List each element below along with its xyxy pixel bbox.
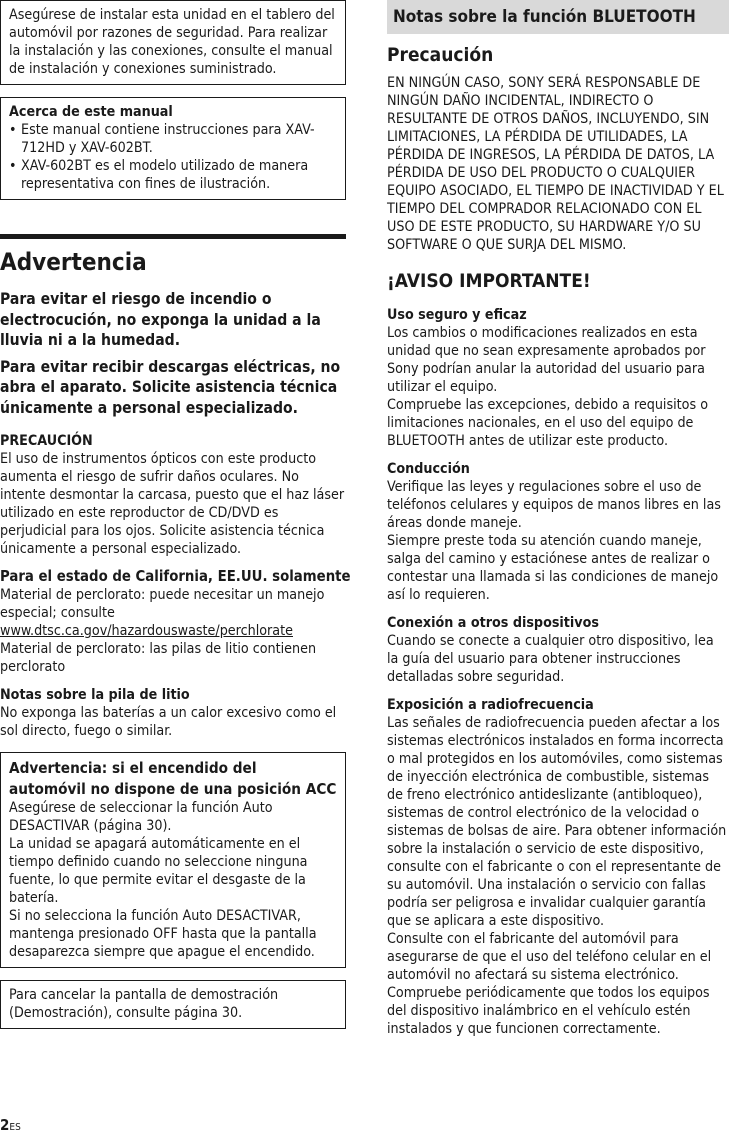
- caution-title: PRECAUCIÓN: [0, 433, 93, 449]
- caution-text: El uso de instrumentos ópticos con este producto aumenta el riesgo de sufrir daños oculares. No intente desmontar la carcasa, puesto que el haz láser utilizado en este reproductor de CD/DVD es perjudicial para los ojos. Solicite asistencia técnica únicamente a personal especializado.: [0, 451, 345, 557]
- bullet-icon: •: [9, 158, 17, 174]
- list-item: • XAV-602BT es el modelo utilizado de manera representativa con fines de ilustración.: [9, 158, 309, 192]
- about-manual-title: Acerca de este manual: [9, 104, 173, 120]
- acc-warning-title: Advertencia: si el encendido del automóvil no dispone de una posición ACC: [9, 759, 337, 798]
- driving-p1: Verifique las leyes y regulaciones sobre el uso de teléfonos celulares y equipos de manos libres en las áreas donde maneje.: [387, 479, 721, 531]
- safe-use-p1: Los cambios o modificaciones realizados en esta unidad que no sean expresamente aprobados por Sony podrían anular la autoridad del usuario para utilizar el equipo.: [387, 325, 706, 395]
- perchlorate-link[interactable]: www.dtsc.ca.gov/hazardouswaste/perchlorate: [0, 623, 293, 639]
- bluetooth-section-header: Notas sobre la función BLUETOOTH: [387, 0, 729, 34]
- acc-warning-p1: Asegúrese de seleccionar la función Auto DESACTIVAR (página 30).: [9, 800, 273, 834]
- acc-warning-box: [0, 752, 346, 968]
- page-number: 2ES: [0, 1116, 21, 1134]
- precaution-text: EN NINGÚN CASO, SONY SERÁ RESPONSABLE DE NINGÚN DAÑO INCIDENTAL, INDIRECTO O RESULTANTE DE OTROS DAÑOS, INCLUYENDO, SIN LIMITACIONES, LA PÉRDIDA DE UTILIDADES, LA PÉRDIDA DE INGRESOS, LA PÉRDIDA DE DATOS, LA PÉRDIDA DE USO DEL PRODUCTO O CUALQUIER EQUIPO ASOCIADO, EL TIEMPO DE INACTIVIDAD Y EL TIEMPO DEL COMPRADOR RELACIONADO CON EL USO DE ESTE PRODUCTO, SU HARDWARE Y/O SU SOFTWARE O QUE SURJA DEL MISMO.: [387, 75, 724, 253]
- driving-p2: Siempre preste toda su atención cuando maneje, salga del camino y estaciónese antes de realizar o contestar una llamada si las condiciones de manejo así lo requieren.: [387, 533, 719, 603]
- left-column: [0, 0, 351, 1029]
- page-lang: ES: [9, 1122, 21, 1133]
- california-text: Material de perclorato: puede necesitar un manejo especial; consulte: [0, 587, 325, 621]
- california-text-2: Material de perclorato: las pilas de litio contienen perclorato: [0, 641, 317, 675]
- install-note-text: Asegúrese de instalar esta unidad en el tablero del automóvil por razones de seguridad. Para realizar la instalación y las conexiones, consulte el manual de instalación y conexiones suministrado.: [9, 7, 335, 77]
- safe-use-p2: Compruebe las excepciones, debido a requisitos o limitaciones nacionales, en el uso del equipo de BLUETOOTH antes de utilizar este producto.: [387, 397, 708, 449]
- important-title: ¡AVISO IMPORTANTE!: [387, 270, 591, 292]
- demo-note-text: Para cancelar la pantalla de demostración (Demostración), consulte página 30.: [9, 987, 279, 1021]
- about-manual-box: [0, 97, 346, 200]
- acc-warning-p3: Si no selecciona la función Auto DESACTIVAR, mantenga presionado OFF hasta que la pantalla desaparezca siempre que apague el encendido.: [9, 908, 317, 960]
- acc-warning-p2: La unidad se apagará automáticamente en el tiempo definido cuando no seleccione ninguna fuente, lo que permite evitar el desgaste de la batería.: [9, 836, 308, 906]
- connect-title: Conexión a otros dispositivos: [387, 615, 599, 631]
- driving-title: Conducción: [387, 461, 470, 477]
- demo-note-box: [0, 980, 346, 1029]
- california-title: Para el estado de California, EE.UU. solamente: [0, 568, 351, 585]
- section-divider: [0, 234, 346, 239]
- list-item: • Este manual contiene instrucciones para XAV-712HD y XAV-602BT.: [9, 122, 315, 156]
- connect-text: Cuando se conecte a cualquier otro dispositivo, lea la guía del usuario para obtener instrucciones detalladas sobre seguridad.: [387, 633, 714, 685]
- shock-warning: Para evitar recibir descargas eléctricas, no abra el aparato. Solicite asistencia técnica únicamente a personal especializado.: [0, 357, 341, 417]
- install-note-box: [0, 0, 346, 85]
- battery-title: Notas sobre la pila de litio: [0, 687, 190, 703]
- rf-p1: Las señales de radiofrecuencia pueden afectar a los sistemas electrónicos instalados en forma incorrecta o mal protegidos en los automóviles, como sistemas de inyección electrónica de combustible, sistemas de freno electrónico antideslizante (antibloqueo), sistemas de control electrónico de la velocidad o sistemas de bolsas de aire. Para obtener información sobre la instalación o servicio de este dispositivo, consulte con el fabricante o con el representante de su automóvil. Una instalación o servicio con fallas podría ser peligrosa e invalidar cualquier garantía que se aplicara a este dispositivo.: [387, 715, 727, 929]
- rf-p2: Consulte con el fabricante del automóvil para asegurarse de que el uso del teléfono celular en el automóvil no afectará su sistema electrónico.: [387, 931, 712, 983]
- precaution-title: Precaución: [387, 44, 494, 66]
- page-title: Advertencia: [0, 248, 147, 276]
- safe-use-title: Uso seguro y eficaz: [387, 307, 527, 323]
- bullet-icon: •: [9, 122, 17, 138]
- fire-warning: Para evitar el riesgo de incendio o electrocución, no exponga la unidad a la lluvia ni a la humedad.: [0, 290, 321, 349]
- battery-text: No exponga las baterías a un calor excesivo como el sol directo, fuego o similar.: [0, 705, 337, 739]
- rf-p3: Compruebe periódicamente que todos los equipos del dispositivo inalámbrico en el vehículo estén instalados y que funcionen correctamente.: [387, 985, 710, 1037]
- rf-title: Exposición a radiofrecuencia: [387, 697, 594, 713]
- right-column: [387, 0, 729, 1038]
